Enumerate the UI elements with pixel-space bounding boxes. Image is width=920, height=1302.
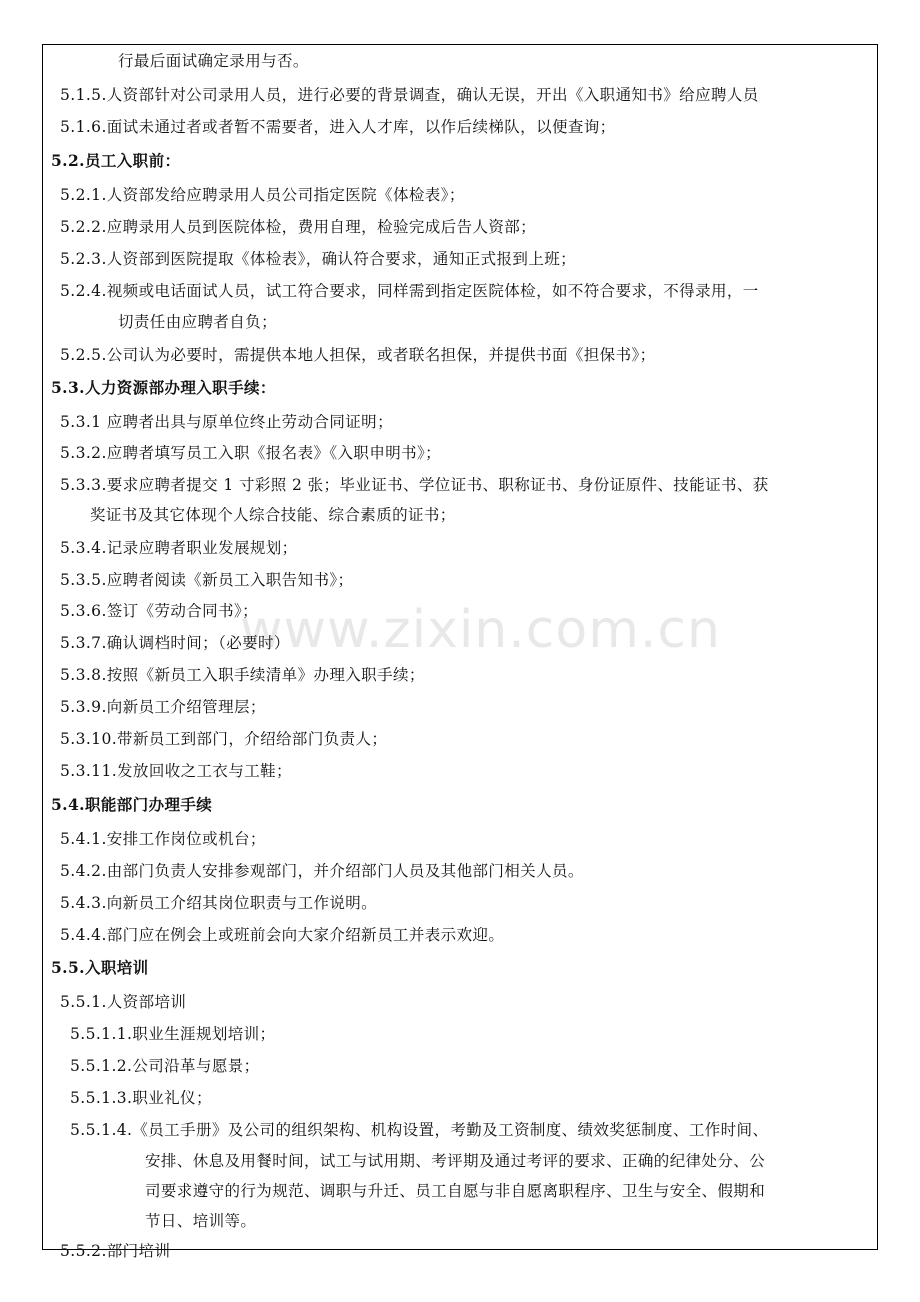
text-line: 5.5.1.2.公司沿革与愿景； [70,1057,260,1075]
text-line: 5.2.1.人资部发给应聘录用人员公司指定医院《体检表》； [60,186,465,204]
text-line: 5.4.4.部门应在例会上或班前会向大家介绍新员工并表示欢迎。 [60,926,505,944]
text-line: 5.2.5.公司认为必要时，需提供本地人担保，或者联名担保，并提供书面《担保书》； [60,346,656,364]
text-line: 行最后面试确定录用与否。 [118,52,309,70]
text-line: 5.3.7.确认调档时间；（必要时） [60,634,290,652]
text-line: 5.3.11.发放回收之工衣与工鞋； [60,762,292,780]
text-line: 司要求遵守的行为规范、调职与升迁、员工自愿与非自愿离职程序、卫生与安全、假期和 [145,1182,766,1200]
text-line: 5.3.9.向新员工介绍管理层； [60,698,266,716]
text-line: 5.5.1.4.《员工手册》及公司的组织架构、机构设置，考勤及工资制度、绩效奖惩制度、工作时间、 [70,1121,769,1139]
text-line: 5.4.1.安排工作岗位或机台； [60,830,266,848]
text-line: 5.5.1.3.职业礼仪； [70,1089,212,1107]
watermark: www.zixin.com.cn [240,600,721,660]
text-line: 奖证书及其它体现个人综合技能、综合素质的证书； [90,506,456,524]
text-line: 5.2.4.视频或电话面试人员，试工符合要求，同样需到指定医院体检，如不符合要求，不得录用，一 [60,282,759,300]
text-line: 5.5.1.1.职业生涯规划培训； [70,1025,276,1043]
section-heading: 5.3.人力资源部办理入职手续： [51,378,276,397]
text-line: 5.3.8.按照《新员工入职手续清单》办理入职手续； [60,666,425,684]
text-line: 切责任由应聘者自负； [118,313,278,331]
text-line: 安排、休息及用餐时间，试工与试用期、考评期及通过考评的要求、正确的纪律处分、公 [145,1152,766,1170]
text-line: 5.4.2.由部门负责人安排参观部门，并介绍部门人员及其他部门相关人员。 [60,862,584,880]
section-heading: 5.2.员工入职前： [51,151,181,170]
section-heading: 5.5.入职培训 [51,958,149,977]
text-line: 5.4.3.向新员工介绍其岗位职责与工作说明。 [60,894,378,912]
text-line: 5.3.1 应聘者出具与原单位终止劳动合同证明； [60,413,393,431]
text-line: 5.3.2.应聘者填写员工入职《报名表》《入职申明书》； [60,444,442,462]
text-line: 5.2.3.人资部到医院提取《体检表》，确认符合要求，通知正式报到上班； [60,250,577,268]
text-line: 5.1.5.人资部针对公司录用人员，进行必要的背景调查，确认无误，开出《入职通知书》给应聘人员 [60,86,759,104]
text-line: 5.1.6.面试未通过者或者暂不需要者，进入人才库，以作后续梯队，以便查询； [60,118,616,136]
text-line: 5.3.10.带新员工到部门，介绍给部门负责人； [60,730,388,748]
text-line: 5.3.3.要求应聘者提交 1 寸彩照 2 张；毕业证书、学位证书、职称证书、身份证原件、技能证书、获 [60,476,769,494]
text-line: 5.5.2.部门培训 [60,1242,171,1260]
text-line: 5.3.6.签订《劳动合同书》； [60,602,259,620]
text-line: 5.5.1.人资部培训 [60,993,187,1011]
text-line: 5.2.2.应聘录用人员到医院体检，费用自理，检验完成后告人资部； [60,218,537,236]
text-line: 5.3.5.应聘者阅读《新员工入职告知书》； [60,571,354,589]
text-line: 节日、培训等。 [145,1212,257,1230]
section-heading: 5.4.职能部门办理手续 [51,795,213,814]
text-line: 5.3.4.记录应聘者职业发展规划； [60,539,298,557]
